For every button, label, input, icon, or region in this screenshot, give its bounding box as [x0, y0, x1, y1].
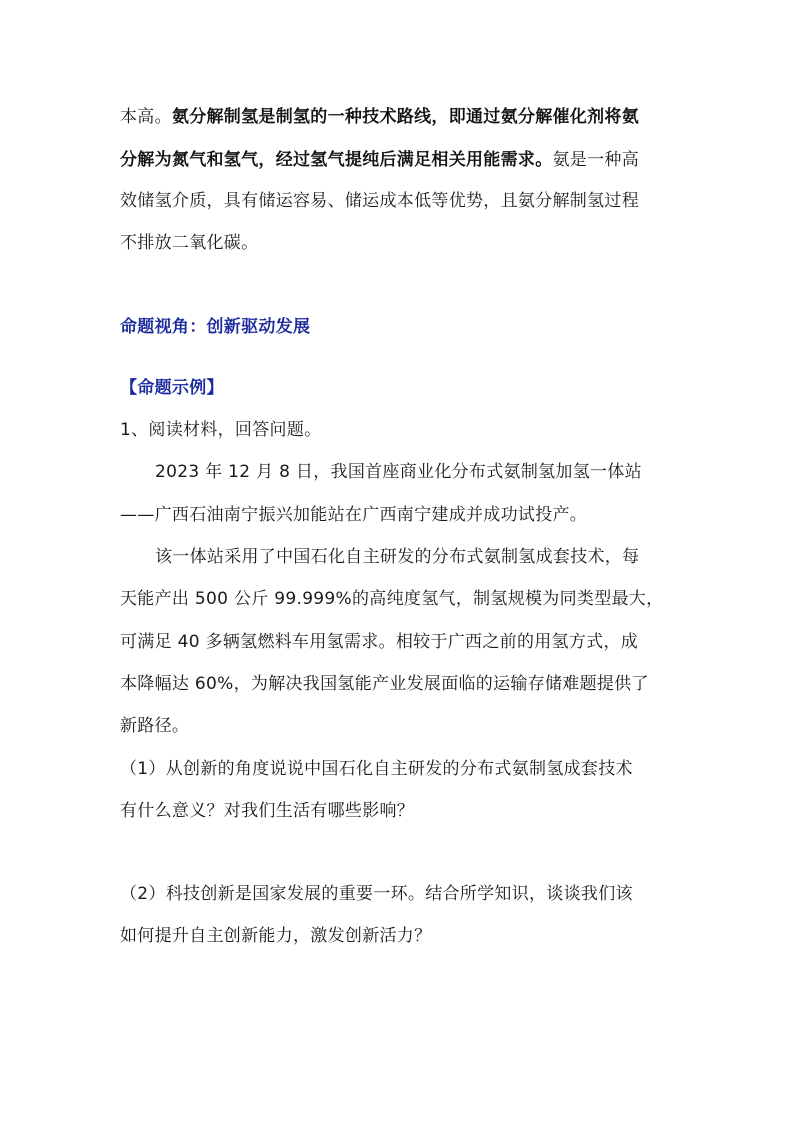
perspective-heading: 命题视角：创新驱动发展 — [120, 317, 311, 337]
example-heading: 【命题示例】 — [120, 378, 224, 398]
intro-line-1-bold: 氨分解制氢是制氢的一种技术路线，即通过氨分解催化剂将氨 — [171, 107, 640, 127]
intro-line-2-bold: 分解为氮气和氢气，经过氢气提纯后满足相关用能需求。 — [120, 150, 553, 170]
sub-question-2-line-1: （2）科技创新是国家发展的重要一环。结合所学知识，谈谈我们该 — [120, 884, 633, 904]
sub-question-1-line-2: 有什么意义？对我们生活有哪些影响？ — [120, 801, 415, 821]
material-para-2-line-1: 该一体站采用了中国石化自主研发的分布式氨制氢成套技术，每 — [155, 547, 640, 567]
intro-line-1-prefix: 本高。 — [120, 107, 172, 127]
material-para-1-line-1: 2023 年 12 月 8 日，我国首座商业化分布式氨制氢加氢一体站 — [155, 462, 642, 482]
intro-line-3: 效储氢介质，具有储运容易、储运成本低等优势，且氨分解制氢过程 — [120, 191, 639, 211]
material-para-2-line-3: 可满足 40 多辆氢燃料车用氢需求。相较于广西之前的用氢方式，成 — [120, 632, 639, 652]
material-para-2-line-5: 新路径。 — [120, 716, 190, 736]
intro-line-2 — [120, 148, 639, 172]
sub-question-1-line-1: （1）从创新的角度说说中国石化自主研发的分布式氨制氢成套技术 — [120, 759, 633, 779]
intro-line-2-rest: 氨是一种高 — [552, 150, 639, 170]
intro-line-4: 不排放二氧化碳。 — [120, 233, 259, 253]
question-intro: 1、阅读材料，回答问题。 — [120, 420, 322, 440]
material-para-2-line-4: 本降幅达 60%，为解决我国氢能产业发展面临的运输存储难题提供了 — [120, 674, 649, 694]
material-para-2-line-2: 天能产出 500 公斤 99.999%的高纯度氢气，制氢规模为同类型最大， — [120, 589, 664, 609]
sub-question-2-line-2: 如何提升自主创新能力，激发创新活力？ — [120, 926, 432, 946]
material-para-1-line-2: ——广西石油南宁振兴加能站在广西南宁建成并成功试投产。 — [120, 505, 588, 525]
intro-line-1 — [120, 105, 639, 129]
